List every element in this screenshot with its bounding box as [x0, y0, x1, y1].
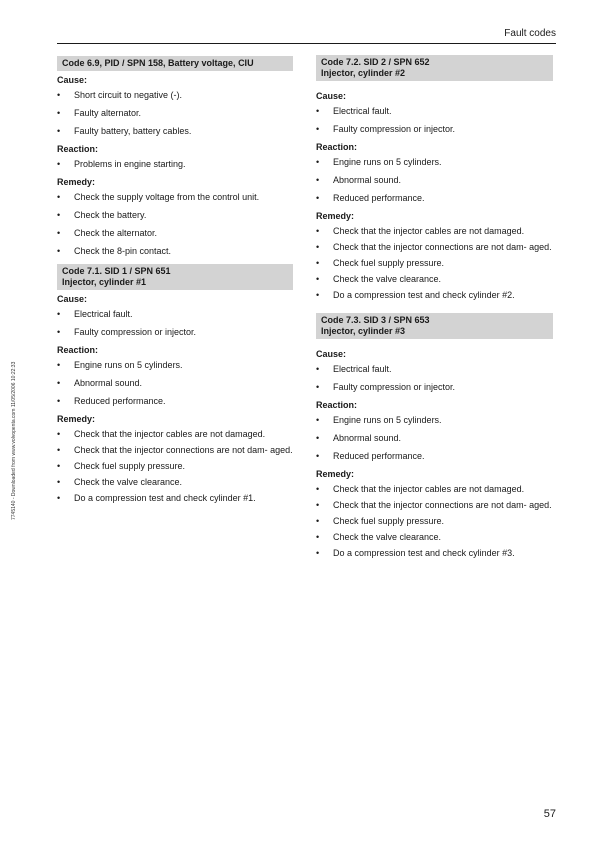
remedy-list	[316, 226, 553, 301]
list-item: • Faulty alternator.	[57, 108, 293, 119]
list-item: • Check that the injector cables are not damaged.	[316, 226, 553, 237]
list-item: • Electrical fault.	[316, 106, 553, 117]
list-item: • Check the 8-pin contact.	[57, 246, 293, 257]
cause-label: Cause:	[57, 75, 88, 85]
reaction-label: Reaction:	[57, 345, 99, 355]
list-item: • Faulty compression or injector.	[316, 382, 553, 393]
left-column	[57, 56, 293, 509]
list-item: • Reduced performance.	[316, 193, 553, 204]
list-item: • Abnormal sound.	[316, 433, 553, 444]
download-side-note: 7745140 - Downloaded from www.volvopenta.com 11/05/2006 10:22:33	[11, 361, 17, 520]
list-item: • Problems in engine starting.	[57, 159, 293, 170]
fault-code-heading	[57, 56, 293, 71]
remedy-list	[57, 429, 293, 504]
list-item: • Abnormal sound.	[57, 378, 293, 389]
reaction-label: Reaction:	[57, 144, 99, 154]
list-item: • Faulty compression or injector.	[57, 327, 293, 338]
cause-label: Cause:	[316, 349, 347, 359]
list-item: • Check fuel supply pressure.	[316, 516, 553, 527]
reaction-list	[316, 415, 553, 462]
list-item: • Check that the injector cables are not damaged.	[316, 484, 553, 495]
list-item: • Check that the injector connections are not dam- aged.	[57, 445, 293, 456]
cause-list	[57, 309, 293, 338]
remedy-list	[57, 192, 293, 257]
list-item: • Engine runs on 5 cylinders.	[316, 415, 553, 426]
list-item: • Do a compression test and check cylinder #2.	[316, 290, 553, 301]
fault-code-title: Code 7.2. SID 2 / SPN 652	[321, 57, 430, 67]
list-item: • Reduced performance.	[57, 396, 293, 407]
cause-label: Cause:	[57, 294, 88, 304]
list-item: • Engine runs on 5 cylinders.	[316, 157, 553, 168]
list-item: • Check the valve clearance.	[316, 274, 553, 285]
list-item: • Check the alternator.	[57, 228, 293, 239]
fault-code-heading	[316, 313, 553, 339]
fault-code-subtitle: Injector, cylinder #1	[62, 277, 147, 287]
right-column	[316, 55, 553, 564]
list-item: • Short circuit to negative (-).	[57, 90, 293, 101]
list-item: • Electrical fault.	[57, 309, 293, 320]
list-item: • Check the battery.	[57, 210, 293, 221]
list-item: • Check the supply voltage from the control unit.	[57, 192, 293, 203]
list-item: • Check the valve clearance.	[316, 532, 553, 543]
remedy-label: Remedy:	[57, 414, 96, 424]
fault-code-subtitle: Injector, cylinder #3	[321, 326, 406, 336]
fault-code-title: Code 7.3. SID 3 / SPN 653	[321, 315, 430, 325]
reaction-list	[316, 157, 553, 204]
list-item: • Do a compression test and check cylinder #3.	[316, 548, 553, 559]
list-item: • Faulty battery, battery cables.	[57, 126, 293, 137]
list-item: • Check fuel supply pressure.	[57, 461, 293, 472]
header-rule	[57, 43, 556, 44]
fault-code-heading	[316, 55, 553, 81]
page-number: 57	[543, 808, 556, 820]
fault-code-title: Code 6.9, PID / SPN 158, Battery voltage, CIU	[62, 58, 254, 68]
fault-code-subtitle: Injector, cylinder #2	[321, 68, 406, 78]
list-item: • Abnormal sound.	[316, 175, 553, 186]
remedy-label: Remedy:	[316, 469, 355, 479]
list-item: • Check fuel supply pressure.	[316, 258, 553, 269]
reaction-list	[57, 360, 293, 407]
list-item: • Do a compression test and check cylinder #1.	[57, 493, 293, 504]
reaction-label: Reaction:	[316, 400, 358, 410]
cause-label: Cause:	[316, 91, 347, 101]
list-item: • Check the valve clearance.	[57, 477, 293, 488]
list-item: • Check that the injector connections are not dam- aged.	[316, 242, 553, 253]
remedy-list	[316, 484, 553, 559]
remedy-label: Remedy:	[57, 177, 96, 187]
cause-list	[316, 106, 553, 135]
fault-code-title: Code 7.1. SID 1 / SPN 651	[62, 266, 171, 276]
remedy-label: Remedy:	[316, 211, 355, 221]
list-item: • Reduced performance.	[316, 451, 553, 462]
list-item: • Check that the injector connections are not dam- aged.	[316, 500, 553, 511]
cause-list	[316, 364, 553, 393]
reaction-list	[57, 159, 293, 170]
reaction-label: Reaction:	[316, 142, 358, 152]
page-header-title: Fault codes	[504, 28, 556, 39]
list-item: • Faulty compression or injector.	[316, 124, 553, 135]
list-item: • Engine runs on 5 cylinders.	[57, 360, 293, 371]
cause-list	[57, 90, 293, 137]
list-item: • Electrical fault.	[316, 364, 553, 375]
fault-code-heading	[57, 264, 293, 290]
list-item: • Check that the injector cables are not damaged.	[57, 429, 293, 440]
